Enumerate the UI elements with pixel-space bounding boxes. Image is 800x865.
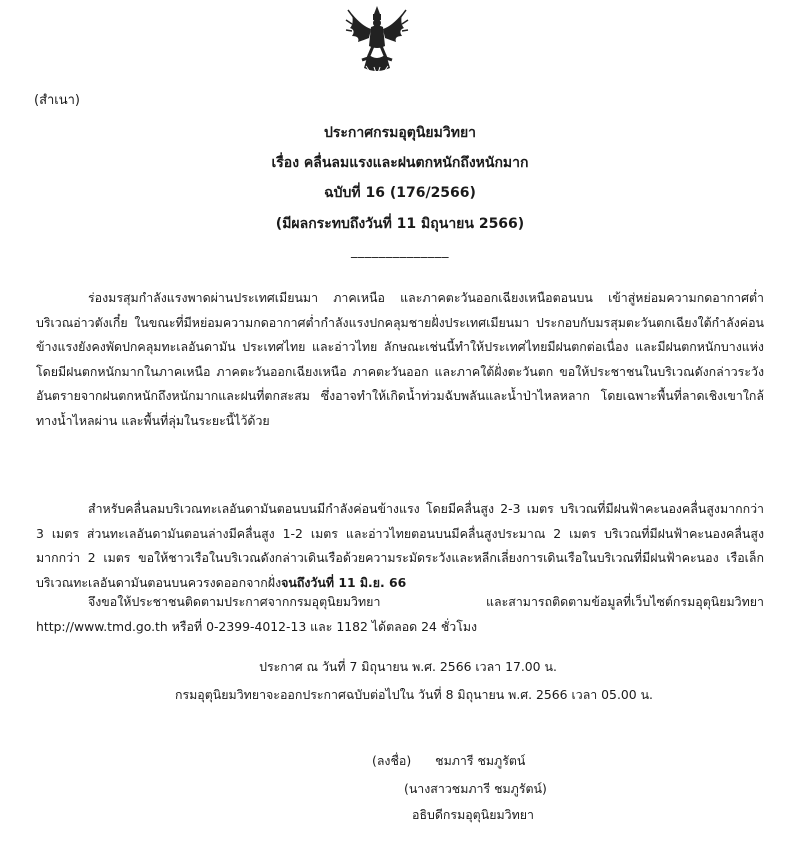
announcement-subject: เรื่อง คลื่นลมแรงและฝนตกหนักถึงหนักมาก: [271, 155, 529, 171]
garuda-emblem-icon: [344, 4, 410, 74]
signed-label: (ลงชื่อ): [372, 753, 412, 768]
signature-line: [372, 752, 525, 771]
paragraph-contact: จึงขอให้ประชาชนติดตามประกาศจากกรมอุตุนิยมวิทยา และสามารถติดตามข้อมูลที่เว็บไซต์กรมอุตุนิยมวิทยา http://www.tmd.go.th หรือที่ 0-2399-4012-13 และ 1182 ได้ตลอด 24 ชั่วโมง: [36, 594, 764, 634]
paragraph-waves-text: สำหรับคลื่นลมบริเวณทะเลอันดามันตอนบนมีกำลังค่อนข้างแรง โดยมีคลื่นสูง 2-3 เมตร บริเวณที่มีฝนฟ้าคะนองคลื่นสูงมากกว่า 3 เมตร ส่วนทะเลอันดามันตอนล่างมีคลื่นสูง 1-2 เมตร และอ่าวไทยตอนบนมีคลื่นสูงประมาณ 2 เมตร บริเวณที่มีฝนฟ้าคะนองคลื่นสูงมากกว่า 2 เมตร ขอให้ชาวเรือในบริเวณดังกล่าวเดินเรือด้วยความระมัดระวังและหลีกเลี่ยงการเดินเรือในบริเวณที่มีฝนฟ้าคะนอง เรือเล็กบริเวณทะเลอันดามันตอนบนควรงดออกจากฝั่ง: [36, 501, 764, 590]
copy-label: (สำเนา): [34, 93, 81, 108]
paragraph-waves: [36, 497, 764, 595]
signed-name: ชมภารี ชมภูรัตน์: [435, 753, 526, 768]
next-notice: กรมอุตุนิยมวิทยาจะออกประกาศฉบับต่อไปใน วันที่ 8 มิถุนายน พ.ศ. 2566 เวลา 05.00 น.: [174, 687, 653, 702]
signer-full-name: (นางสาวชมภารี ชมภูรัตน์): [404, 781, 547, 796]
announcement-title: ประกาศกรมอุตุนิยมวิทยา: [323, 125, 477, 141]
paragraph-weather: ร่องมรสุมกำลังแรงพาดผ่านประเทศเมียนมา ภาคเหนือ และภาคตะวันออกเฉียงเหนือตอนบน เข้าสู่หย่อมความกดอากาศต่ำบริเวณอ่าวตังเกี๋ย ในขณะที่มีหย่อมความกดอากาศต่ำกำลังแรงปกคลุมชายฝั่งประเทศเมียนมา ประกอบกับมรสุมตะวันตกเฉียงใต้กำลังค่อนข้างแรงยังคงพัดปกคลุมทะเลอันดามัน ประเทศไทย และอ่าวไทย ลักษณะเช่นนี้ทำให้ประเทศไทยมีฝนตกต่อเนื่อง และมีฝนตกหนักบางแห่ง โดยมีฝนตกหนักมากในภาคเหนือ ภาคตะวันออกเฉียงเหนือ ภาคตะวันออก และภาคใต้ฝั่งตะวันตก ขอให้ประชาชนในบริเวณดังกล่าวระวังอันตรายจากฝนตกหนักถึงหนักมากและฝนที่ตกสะสม ซึ่งอาจทำให้เกิดน้ำท่วมฉับพลันและน้ำป่าไหลหลาก โดยเฉพาะพื้นที่ลาดเชิงเขาใกล้ทางน้ำไหลผ่าน และพื้นที่ลุ่มในระยะนี้ไว้ด้วย: [36, 290, 764, 428]
signer-position: อธิบดีกรมอุตุนิยมวิทยา: [412, 807, 534, 822]
paragraph-waves-until: จนถึงวันที่ 11 มิ.ย. 66: [281, 574, 407, 590]
announcement-number: ฉบับที่ 16 (176/2566): [324, 185, 476, 201]
header-divider: ______________: [351, 244, 449, 259]
announcement-effective-date: (มีผลกระทบถึงวันที่ 11 มิถุนายน 2566): [275, 216, 525, 232]
issued-date: ประกาศ ณ วันที่ 7 มิถุนายน พ.ศ. 2566 เวลา 17.00 น.: [259, 659, 557, 674]
